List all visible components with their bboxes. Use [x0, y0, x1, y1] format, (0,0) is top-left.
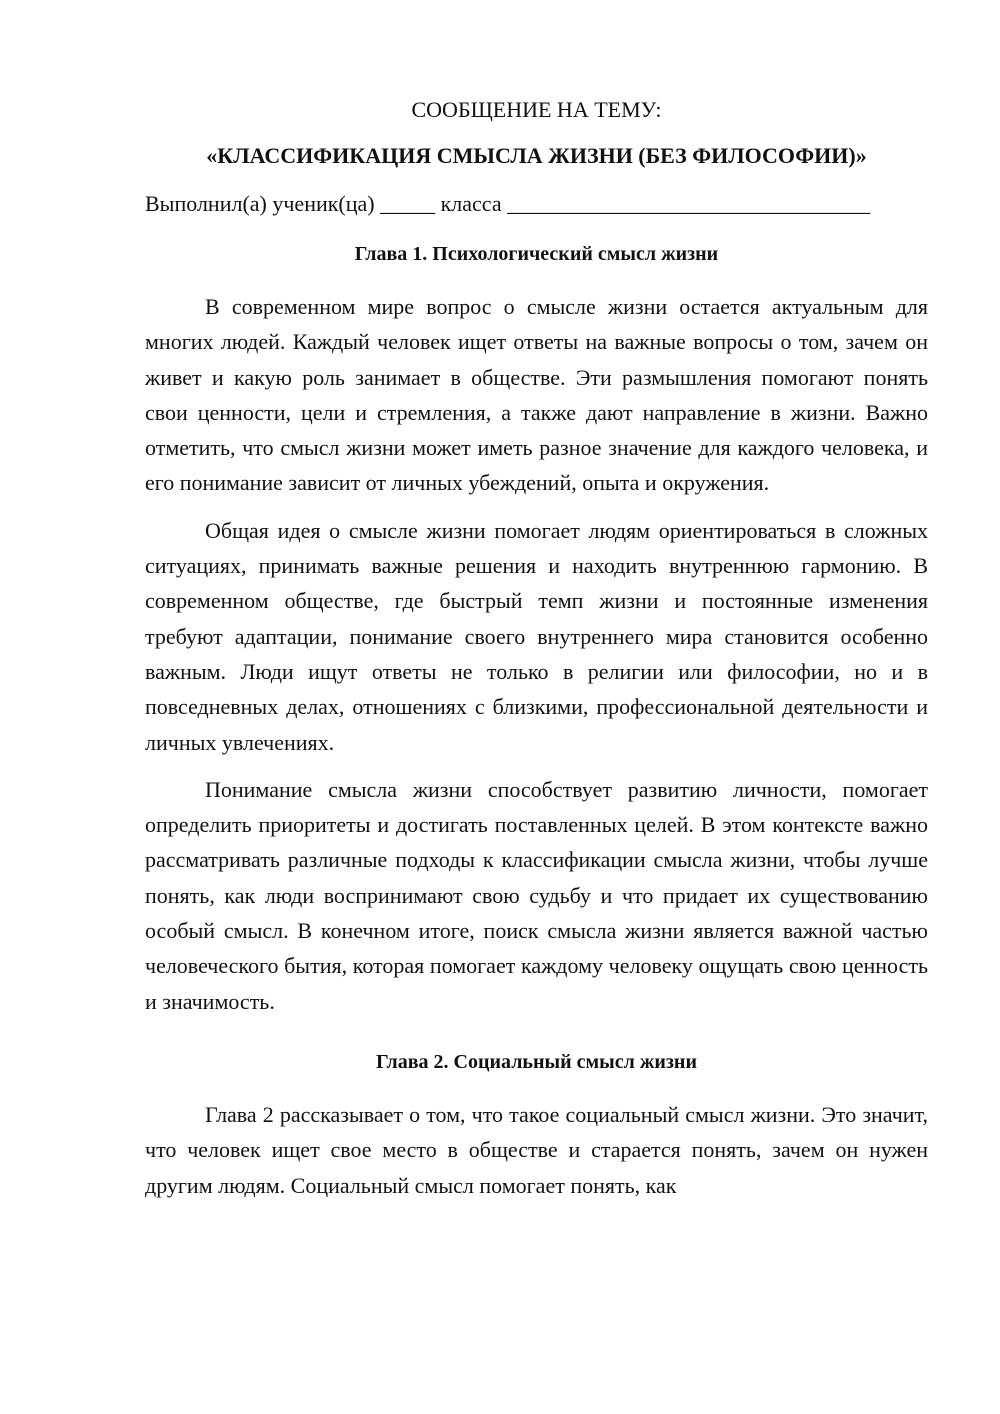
document-title: СООБЩЕНИЕ НА ТЕМУ: — [411, 97, 662, 122]
document-topic: «КЛАССИФИКАЦИЯ СМЫСЛА ЖИЗНИ (БЕЗ ФИЛОСОФИИ)» — [206, 143, 867, 168]
chapter-2-heading: Глава 2. Социальный смысл жизни — [376, 1050, 697, 1073]
chapter-1-paragraph-2: Общая идея о смысле жизни помогает людям ориентироваться в сложных ситуациях, принимать важные решения и находить внутреннюю гармонию. В современном обществе, где быстрый темп жизни и постоянные изменения требуют адаптации, понимание своего внутреннего мира становится особенно важным. Люди ищут ответы не только в религии или философии, но и в повседневных делах, отношениях с близкими, профессиональной деятельности и личных увлечениях. — [145, 517, 928, 755]
document-page — [145, 95, 928, 1203]
chapter-1-paragraph-1: В современном мире вопрос о смысле жизни остается актуальным для многих людей. Каждый человек ищет ответы на важные вопросы о том, зачем он живет и какую роль занимает в обществе. Эти размышления помогают понять свои ценности, цели и стремления, а также дают направление в жизни. Важно отметить, что смысл жизни может иметь разное значение для каждого человека, и его понимание зависит от личных убеждений, опыта и окружения. — [145, 294, 928, 496]
chapter-1-heading: Глава 1. Психологический смысл жизни — [354, 243, 719, 265]
author-line: Выполнил(а) ученик(ца) _____ класса _________________________________ — [145, 191, 871, 216]
chapter-1-paragraph-3: Понимание смысла жизни способствует развитию личности, помогает определить приоритеты и достигать поставленных целей. В этом контексте важно рассматривать различные подходы к классификации смысла жизни, чтобы лучше понять, как люди воспринимают свою судьбу и что придает их существованию особый смысл. В конечном итоге, поиск смысла жизни является важной частью человеческого бытия, которая помогает каждому человеку ощущать свою ценность и значимость. — [145, 776, 928, 1014]
chapter-2-paragraph-1: Глава 2 рассказывает о том, что такое социальный смысл жизни. Это значит, что человек ищет свое место в обществе и старается понять, зачем он нужен другим людям. Социальный смысл помогает понять, как — [145, 1101, 928, 1198]
